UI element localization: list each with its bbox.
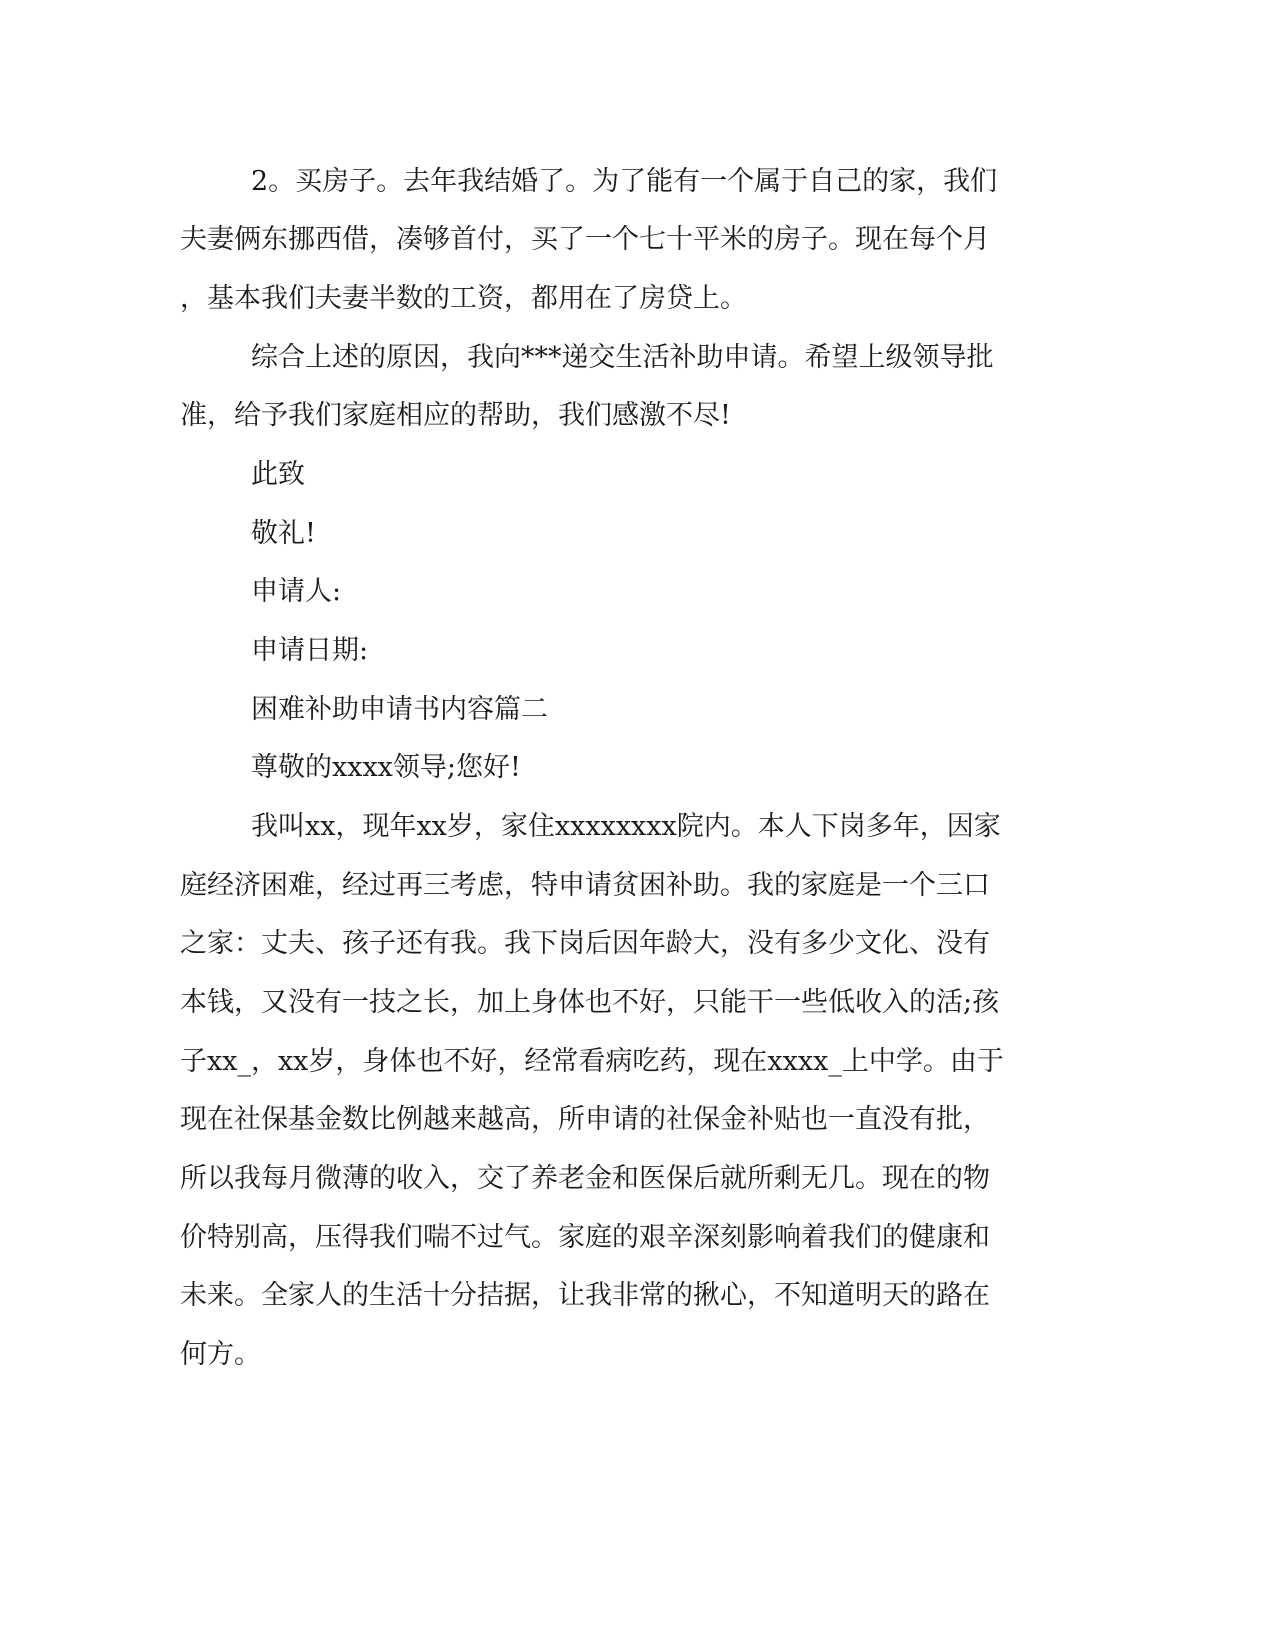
closing-salutation: 此致 — [251, 459, 305, 490]
applicant-label: 申请人: — [251, 576, 342, 607]
text-line: ，基本我们夫妻半数的工资，都用在了房贷上。 — [180, 283, 747, 314]
text-line: 夫妻俩东挪西借，凑够首付，买了一个七十平米的房子。现在每个月 — [180, 224, 990, 255]
text-line: 价特别高，压得我们喘不过气。家庭的艰辛深刻影响着我们的健康和 — [180, 1222, 990, 1253]
section-heading: 困难补助申请书内容篇二 — [251, 694, 548, 725]
text-line: 之家：丈夫、孩子还有我。我下岗后因年龄大，没有多少文化、没有 — [180, 928, 990, 959]
text-line: 所以我每月微薄的收入，交了养老金和医保后就所剩无几。现在的物 — [180, 1163, 990, 1194]
text-line: 本钱，又没有一技之长，加上身体也不好，只能干一些低收入的活;孩 — [180, 987, 1000, 1018]
closing-regards: 敬礼! — [251, 518, 316, 549]
text-line: 未来。全家人的生活十分拮据，让我非常的揪心，不知道明天的路在 — [180, 1280, 990, 1311]
text-line: 子xx_，xx岁，身体也不好，经常看病吃药，现在xxxx_上中学。由于 — [180, 1046, 1004, 1077]
text-line: 现在社保基金数比例越来越高，所申请的社保金补贴也一直没有批， — [180, 1104, 990, 1135]
text-line: 庭经济困难，经过再三考虑，特申请贫困补助。我的家庭是一个三口 — [180, 870, 990, 901]
text-line: 准，给予我们家庭相应的帮助，我们感激不尽! — [180, 400, 731, 431]
text-line: 我叫xx，现年xx岁，家住xxxxxxxx院内。本人下岗多年，因家 — [251, 811, 1001, 842]
text-line: 综合上述的原因，我向***递交生活补助申请。希望上级领导批 — [251, 342, 994, 373]
application-date-label: 申请日期: — [251, 635, 369, 666]
text-line: 2。买房子。去年我结婚了。为了能有一个属于自己的家，我们 — [251, 166, 998, 197]
text-line: 何方。 — [180, 1339, 261, 1370]
letter-greeting: 尊敬的xxxx领导;您好! — [251, 752, 521, 783]
